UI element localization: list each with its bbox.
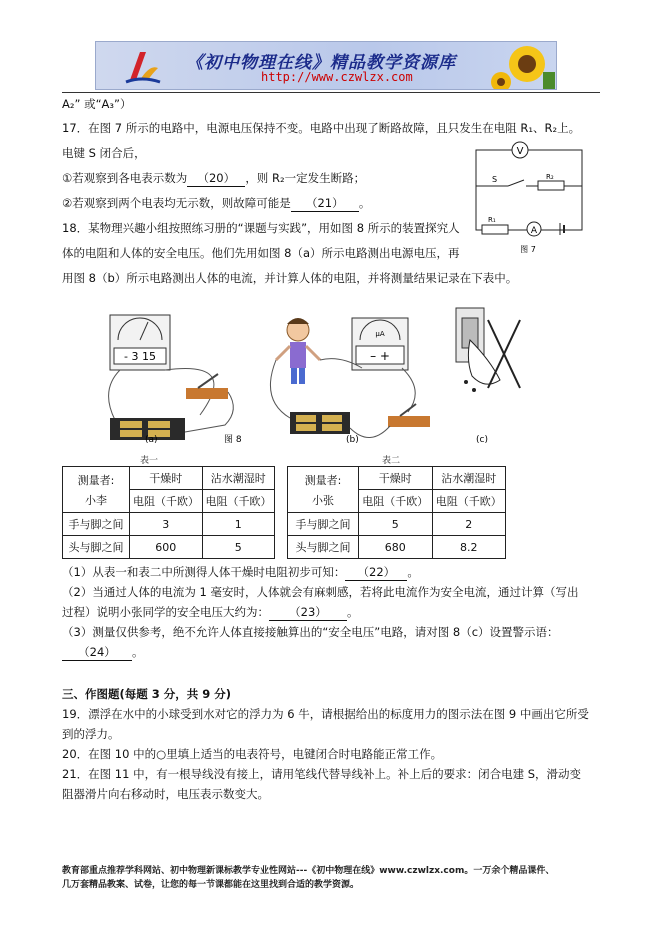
- q17-line2: 电键 S 闭合后，: [62, 146, 146, 160]
- switch-b: [388, 404, 430, 427]
- sunflower-icon: [491, 42, 556, 89]
- figure-8: [90, 300, 560, 450]
- table2-title: 表二: [382, 456, 401, 466]
- table-cell: 2: [432, 513, 506, 536]
- q18-line3: 用图 8（b）所示电路测出人体的电流，并计算人体的电阻，并将测量结果记录在下表中。: [62, 271, 518, 285]
- microammeter-unit: μA: [375, 330, 385, 338]
- q19-line1: 19．漂浮在水中的小球受到水对它的浮力为 6 牛，请根据给出的标度用力的图示法在图 9 中画出它所受: [62, 707, 589, 721]
- voltmeter-label: V: [516, 146, 524, 157]
- q19-line2: 到的浮力。: [62, 727, 120, 741]
- figure-8-caption: 图 8: [224, 435, 242, 445]
- voltmeter-scale: - 3 15: [124, 350, 156, 363]
- q17-line1: 17．在图 7 所示的电路中，电源电压保持不变。电路中出现了断路故障，且只发生在电阻 R₁、R₂上。: [62, 121, 581, 135]
- table-cell: 手与脚之间: [63, 513, 130, 536]
- switch-a: [186, 374, 228, 399]
- q20-line: 20．在图 10 中的○里填上适当的电表符号，电键闭合时电路能正常工作。: [62, 747, 443, 761]
- q18-sub2-line2: 过程）说明小张同学的安全电压大约为： （23） 。: [62, 605, 359, 619]
- r2-label: R₂: [546, 173, 554, 181]
- voltmeter-icon: [110, 315, 170, 370]
- footer-line1: 教育部重点推荐学科网站、初中物理新课标教学专业性网站---《初中物理在线》www.czwlzx.com。一万余个精品课件、: [62, 866, 555, 876]
- table-row: [63, 536, 275, 559]
- header-rule: [62, 92, 600, 93]
- table-cell: 头与脚之间: [63, 536, 130, 559]
- switch-label: S: [492, 175, 498, 184]
- header-banner: [95, 41, 557, 90]
- table-unit-cell: 电阻（千欧）: [130, 490, 203, 513]
- table-unit-cell: 电阻（千欧）: [202, 490, 275, 513]
- battery-pack-b: [290, 412, 350, 434]
- microammeter-icon: [352, 318, 408, 370]
- table-2: [287, 466, 506, 559]
- label-a: (a): [145, 435, 158, 445]
- table-header-cell: 干燥时: [359, 467, 433, 490]
- figure-7-circuit: [468, 140, 588, 258]
- answer-blank-22[interactable]: （22）: [345, 564, 407, 581]
- logo-icon: [124, 46, 162, 84]
- label-c: (c): [476, 435, 488, 445]
- banner-title: 《初中物理在线》精品教学资源库: [186, 53, 456, 73]
- table-cell: 680: [359, 536, 433, 559]
- table-cell: 600: [130, 536, 203, 559]
- prev-answer-tail: A₂” 或“A₃”）: [62, 97, 132, 111]
- table-row: [288, 513, 506, 536]
- table-1: [62, 466, 275, 559]
- table-header-cell: 测量者: 小张: [288, 467, 359, 513]
- q18-sub2-line1: （2）当通过人体的电流为 1 毫安时，人体就会有麻刺感，若将此电流作为安全电流，通过计算（写出: [62, 585, 579, 599]
- answer-blank-21[interactable]: （21）: [291, 195, 359, 212]
- ammeter-label: A: [530, 226, 538, 236]
- table-row: [288, 536, 506, 559]
- q21-line2: 阻器滑片向右移动时，电压表示数变大。: [62, 787, 269, 801]
- table-header-cell: 干燥时: [130, 467, 203, 490]
- q18-line1: 18．某物理兴趣小组按照练习册的“课题与实践”，用如图 8 所示的装置探究人: [62, 221, 460, 235]
- q18-sub1: （1）从表一和表二中所测得人体干燥时电阻初步可知： （22） 。: [62, 565, 419, 579]
- table-row: [63, 467, 275, 490]
- r1-label: R₁: [488, 216, 496, 224]
- table-unit-cell: 电阻（千欧）: [432, 490, 506, 513]
- table-row: [288, 467, 506, 490]
- table-header-cell: 测量者: 小李: [63, 467, 130, 513]
- q18-line2: 体的电阻和人体的安全电压。他们先用如图 8（a）所示电路测出电源电压，再: [62, 246, 460, 260]
- table-cell: 头与脚之间: [288, 536, 359, 559]
- hand-socket-warning-icon: [456, 308, 520, 392]
- answer-blank-24[interactable]: （24）: [62, 644, 132, 661]
- q21-line1: 21．在图 11 中，有一根导线没有接上，请用笔线代替导线补上。补上后的要求：闭合电建 S，滑动变: [62, 767, 582, 781]
- microammeter-scale: – +: [370, 349, 390, 363]
- table-header-cell: 沾水潮湿时: [202, 467, 275, 490]
- banner-url: http://www.czwlzx.com: [261, 70, 413, 84]
- table1-title: 表一: [140, 456, 159, 466]
- table-cell: 8.2: [432, 536, 506, 559]
- table-cell: 5: [202, 536, 275, 559]
- label-b: (b): [346, 435, 359, 445]
- q17-item1: ①若观察到各电表示数为 （20） ，则 R₂一定发生断路；: [62, 171, 366, 185]
- answer-blank-23[interactable]: （23）: [269, 604, 347, 621]
- table-header-cell: 沾水潮湿时: [432, 467, 506, 490]
- q17-item2: ②若观察到两个电表均无示数，则故障可能是 （21） 。: [62, 196, 371, 210]
- q18-sub3-line2: （24） 。: [62, 644, 144, 661]
- q18-sub3-line1: （3）测量仅供参考，绝不允许人体直接接触算出的“安全电压”电路，请对图 8（c）设置警示语：: [62, 625, 559, 639]
- table-cell: 手与脚之间: [288, 513, 359, 536]
- section-3-heading: 三、作图题(每题 3 分，共 9 分): [62, 687, 232, 701]
- answer-blank-20[interactable]: （20）: [187, 170, 245, 187]
- figure-7-caption: 图 7: [520, 245, 536, 254]
- table-cell: 1: [202, 513, 275, 536]
- footer-line2: 几万套精品教案、试卷，让您的每一节课都能在这里找到合适的教学资源。: [62, 880, 360, 890]
- table-unit-cell: 电阻（千欧）: [359, 490, 433, 513]
- person-icon: [276, 318, 320, 384]
- table-row: [63, 513, 275, 536]
- table-cell: 5: [359, 513, 433, 536]
- table-cell: 3: [130, 513, 203, 536]
